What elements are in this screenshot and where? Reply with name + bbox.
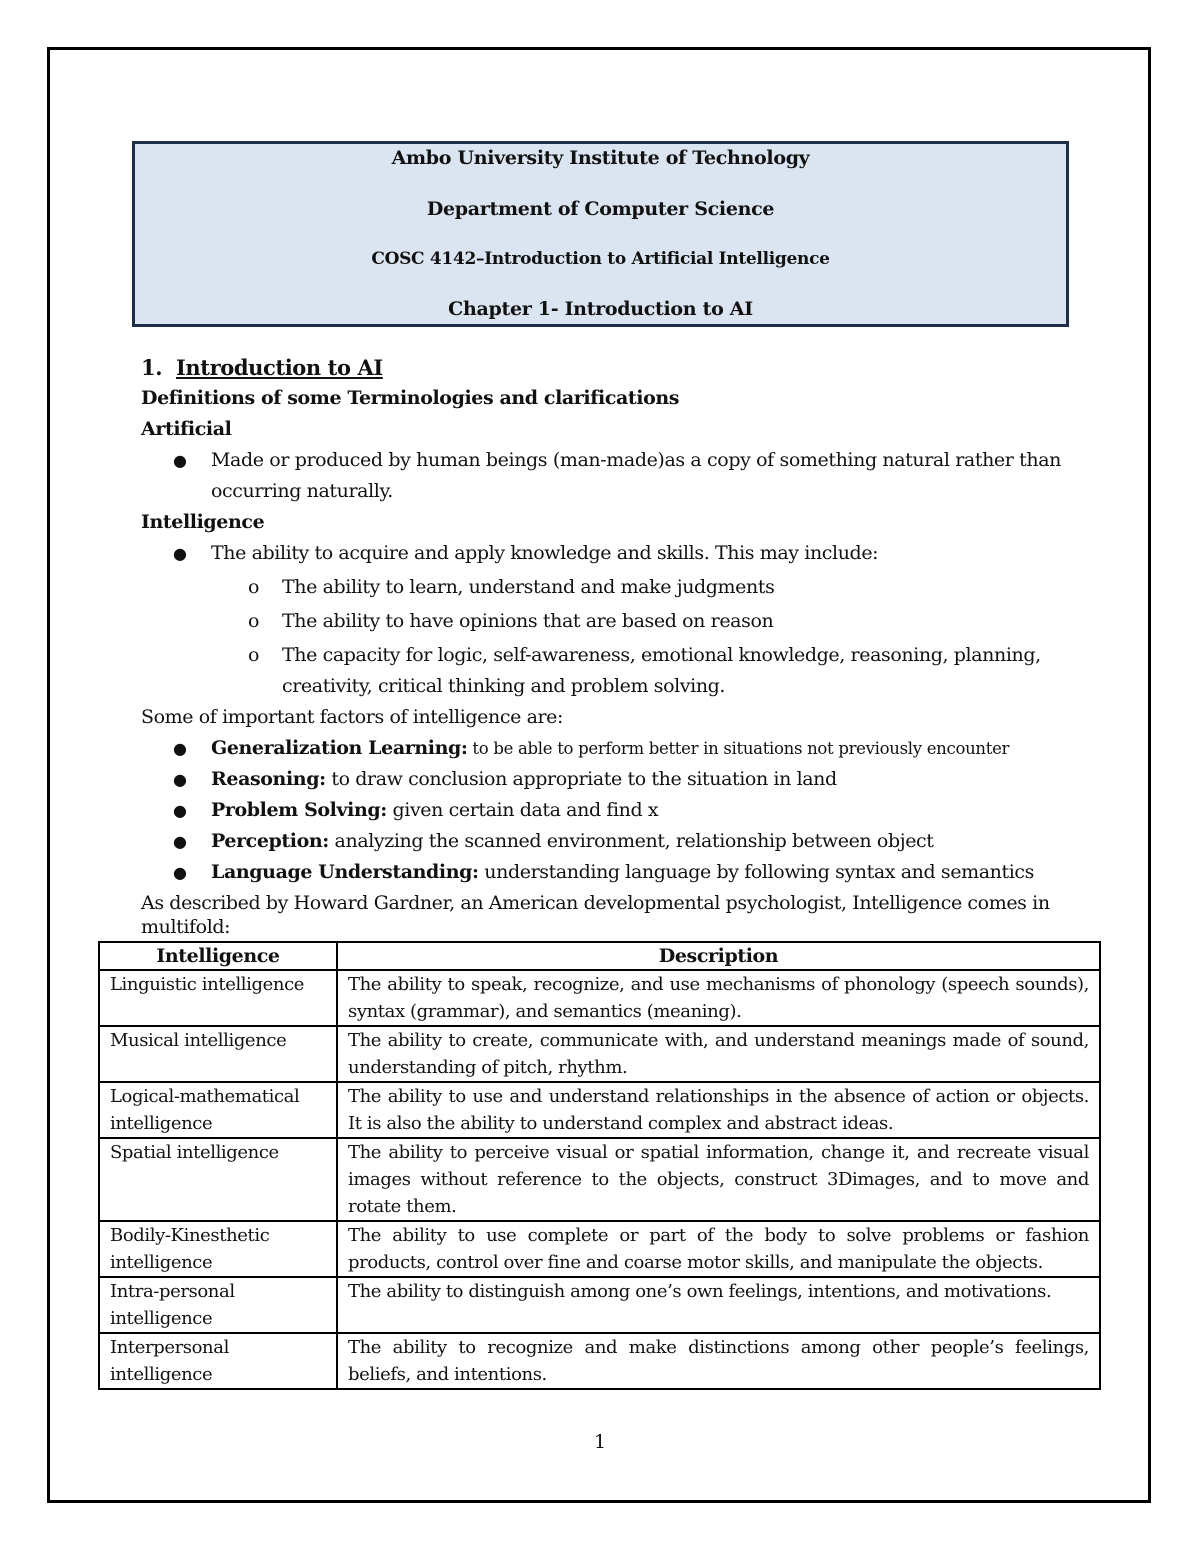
factor-desc: to be able to perform better in situations not previously encounter <box>467 739 1010 758</box>
intelligence-description: The ability to distinguish among one’s own feelings, intentions, and motivations. <box>337 1277 1100 1333</box>
factor-desc: given certain data and find x <box>386 799 659 821</box>
table-header-row <box>99 942 1100 970</box>
intelligence-name: Logical-mathematical intelligence <box>99 1082 337 1138</box>
section-heading <box>141 352 1061 383</box>
sub-list-item <box>141 572 1061 603</box>
circle-bullet-icon: o <box>248 610 260 632</box>
list-item <box>141 538 1061 569</box>
circle-bullet-icon: o <box>248 644 260 666</box>
bullet-icon: ● <box>173 863 187 882</box>
main-content <box>141 352 1061 939</box>
factors-intro: Some of important factors of intelligence are: <box>141 706 564 728</box>
list-item <box>141 733 1061 764</box>
intelligence-name: Musical intelligence <box>99 1026 337 1082</box>
header-box <box>132 141 1069 327</box>
sub-item-text: The ability to learn, understand and make judgments <box>282 576 775 598</box>
course-title: COSC 4142–Introduction to Artificial Intelligence <box>371 249 830 269</box>
intelligence-definition: The ability to acquire and apply knowledge and skills. This may include: <box>211 542 879 564</box>
table-row <box>99 1221 1100 1277</box>
table-row <box>99 970 1100 1026</box>
sub-list-item <box>141 606 1061 637</box>
bullet-icon: ● <box>173 832 187 851</box>
intelligence-table <box>98 941 1101 1390</box>
table-row <box>99 1138 1100 1221</box>
factor-desc: to draw conclusion appropriate to the situation in land <box>325 768 837 790</box>
intelligence-description: The ability to perceive visual or spatial information, change it, and recreate visual images without reference to the objects, construct 3Dimages, and to move and rotate them. <box>337 1138 1100 1221</box>
factor-desc: analyzing the scanned environment, relationship between object <box>328 830 934 852</box>
factor-term: Generalization Learning: <box>211 737 468 759</box>
intelligence-name: Bodily-Kinesthetic intelligence <box>99 1221 337 1277</box>
bullet-icon: ● <box>173 739 187 758</box>
sub-item-text: The ability to have opinions that are based on reason <box>282 610 774 632</box>
list-item <box>141 857 1061 888</box>
intelligence-description: The ability to recognize and make distinctions among other people’s feelings, beliefs, and intentions. <box>337 1333 1100 1389</box>
intelligence-description: The ability to use complete or part of the body to solve problems or fashion products, control over fine and coarse motor skills, and manipulate the objects. <box>337 1221 1100 1277</box>
page-number: 1 <box>593 1431 607 1453</box>
bullet-icon: ● <box>173 801 187 820</box>
chapter-title: Chapter 1- Introduction to AI <box>448 298 753 320</box>
intelligence-name: Linguistic intelligence <box>99 970 337 1026</box>
table-row <box>99 1082 1100 1138</box>
sub-list-item <box>141 640 1061 702</box>
factor-term: Problem Solving: <box>211 799 387 821</box>
intelligence-heading: Intelligence <box>141 511 265 533</box>
institution-name: Ambo University Institute of Technology <box>391 147 810 169</box>
artificial-definition: Made or produced by human beings (man-made)as a copy of something natural rather than occurring naturally. <box>211 449 1061 502</box>
list-item <box>141 764 1061 795</box>
sub-item-text: The capacity for logic, self-awareness, emotional knowledge, reasoning, planning, creativity, critical thinking and problem solving. <box>282 644 1041 697</box>
bullet-icon: ● <box>173 770 187 789</box>
intelligence-name: Interpersonal intelligence <box>99 1333 337 1389</box>
bullet-icon: ● <box>173 451 187 470</box>
list-item <box>141 826 1061 857</box>
section-number: 1. <box>141 355 163 380</box>
table-row <box>99 1277 1100 1333</box>
section-subtitle: Definitions of some Terminologies and clarifications <box>141 387 680 409</box>
department-name: Department of Computer Science <box>426 198 775 220</box>
section-title: Introduction to AI <box>176 355 383 380</box>
intelligence-description: The ability to create, communicate with, and understand meanings made of sound, understanding of pitch, rhythm. <box>337 1026 1100 1082</box>
factor-term: Perception: <box>211 830 329 852</box>
intelligence-description: The ability to speak, recognize, and use mechanisms of phonology (speech sounds), syntax (grammar), and semantics (meaning). <box>337 970 1100 1026</box>
intelligence-name: Spatial intelligence <box>99 1138 337 1221</box>
gardner-intro: As described by Howard Gardner, an American developmental psychologist, Intelligence comes in multifold: <box>141 892 1050 938</box>
factor-term: Reasoning: <box>211 768 326 790</box>
intelligence-name: Intra-personal intelligence <box>99 1277 337 1333</box>
intelligence-description: The ability to use and understand relationships in the absence of action or objects. It is also the ability to understand complex and abstract ideas. <box>337 1082 1100 1138</box>
factor-desc: understanding language by following syntax and semantics <box>478 861 1034 883</box>
table-row <box>99 1333 1100 1389</box>
column-header-intelligence: Intelligence <box>99 942 337 970</box>
artificial-heading: Artificial <box>141 418 232 440</box>
list-item <box>141 795 1061 826</box>
factor-term: Language Understanding: <box>211 861 479 883</box>
list-item <box>141 445 1061 507</box>
circle-bullet-icon: o <box>248 576 260 598</box>
bullet-icon: ● <box>173 544 187 563</box>
column-header-description: Description <box>337 942 1100 970</box>
table-row <box>99 1026 1100 1082</box>
